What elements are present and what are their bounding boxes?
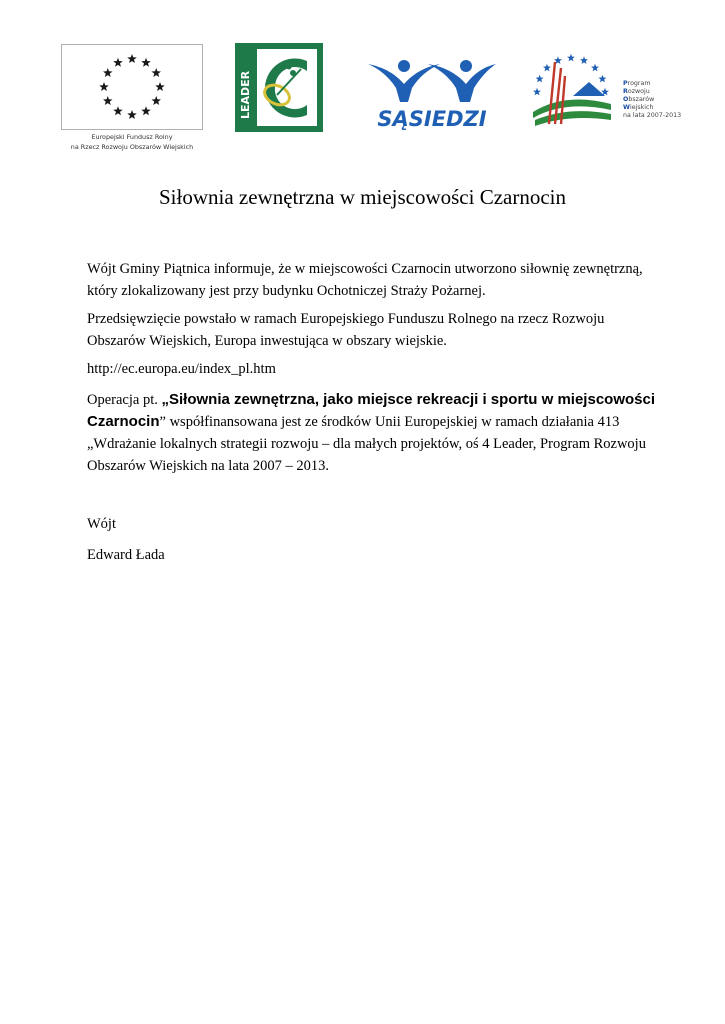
star-icon (151, 68, 161, 77)
sasiedzi-wordmark: SĄSIEDZI (377, 107, 487, 130)
leader-logo (235, 43, 323, 132)
prow-initial-3: O (623, 96, 629, 103)
prow-rest-1: rogram (627, 80, 651, 87)
prow-initial-1: P (623, 80, 628, 87)
prow-rest-4: iejskich (629, 104, 654, 111)
prow-text (623, 80, 681, 120)
star-icon (113, 58, 123, 67)
star-icon (543, 64, 551, 72)
operation-close-quote: ” (159, 414, 166, 430)
operation-prefix: Operacja pt. (87, 392, 162, 408)
star-icon (113, 106, 123, 115)
star-icon (99, 82, 109, 91)
star-icon (598, 75, 606, 83)
europa-link[interactable]: http://ec.europa.eu/index_pl.htm (87, 361, 276, 377)
star-icon (127, 110, 137, 119)
star-icon (103, 68, 113, 77)
sasiedzi-logo (366, 58, 498, 130)
eu-stars-icon (62, 45, 202, 129)
prow-rest-2: ozwoju (627, 88, 650, 95)
prow-emblem-icon (525, 52, 621, 132)
eu-flag-logo (61, 44, 203, 130)
star-icon (591, 64, 599, 72)
star-icon (567, 54, 575, 62)
star-icon (141, 58, 151, 67)
star-icon (536, 75, 544, 83)
signature-name: Edward Łada (87, 547, 165, 563)
operation-open-quote: „ (161, 391, 169, 408)
operation-rest: współfinansowana jest ze środków Unii Europejskiej w ramach działania 413 „Wdrażanie lokalnych strategii rozwoju – dla małych projektów, oś 4 Leader, Program Rozwoju Obszarów Wiejskich na lata 2007 – 2013. (87, 414, 646, 474)
prow-initial-2: R (623, 88, 628, 95)
star-icon (103, 96, 113, 105)
paragraph-operation (87, 389, 657, 477)
paragraph-announcement: Wójt Gminy Piątnica informuje, że w miejscowości Czarnocin utworzono siłownię zewnętrzną, który zlokalizowany jest przy budynku Ochotniczej Straży Pożarnej. (87, 261, 643, 299)
prow-rest-3: bszarów (628, 96, 655, 103)
page-title: Siłownia zewnętrzna w miejscowości Czarnocin (158, 185, 567, 209)
star-icon (127, 54, 137, 63)
star-icon (580, 56, 588, 64)
paragraph-funding: Przedsięwzięcie powstało w ramach Europejskiego Funduszu Rolnego na rzecz Rozwoju Obszarów Wiejskich, Europa inwestująca w obszary wiejskie. (87, 311, 605, 349)
star-icon (141, 106, 151, 115)
eu-caption (40, 132, 224, 152)
prow-years: na lata 2007-2013 (623, 112, 682, 119)
eu-caption-line1: Europejski Fundusz Rolny (91, 133, 173, 141)
star-icon (151, 96, 161, 105)
operation-title: Siłownia zewnętrzna, jako miejsce rekreacji i sportu w miejscowości Czarnocin (87, 391, 656, 430)
prow-initial-4: W (623, 104, 630, 111)
star-icon (155, 82, 165, 91)
star-icon (533, 88, 541, 96)
eu-caption-line2: na Rzecz Rozwoju Obszarów Wiejskich (70, 143, 194, 151)
leader-wordmark: LEADER (239, 70, 252, 119)
signature-role: Wójt (87, 516, 116, 532)
